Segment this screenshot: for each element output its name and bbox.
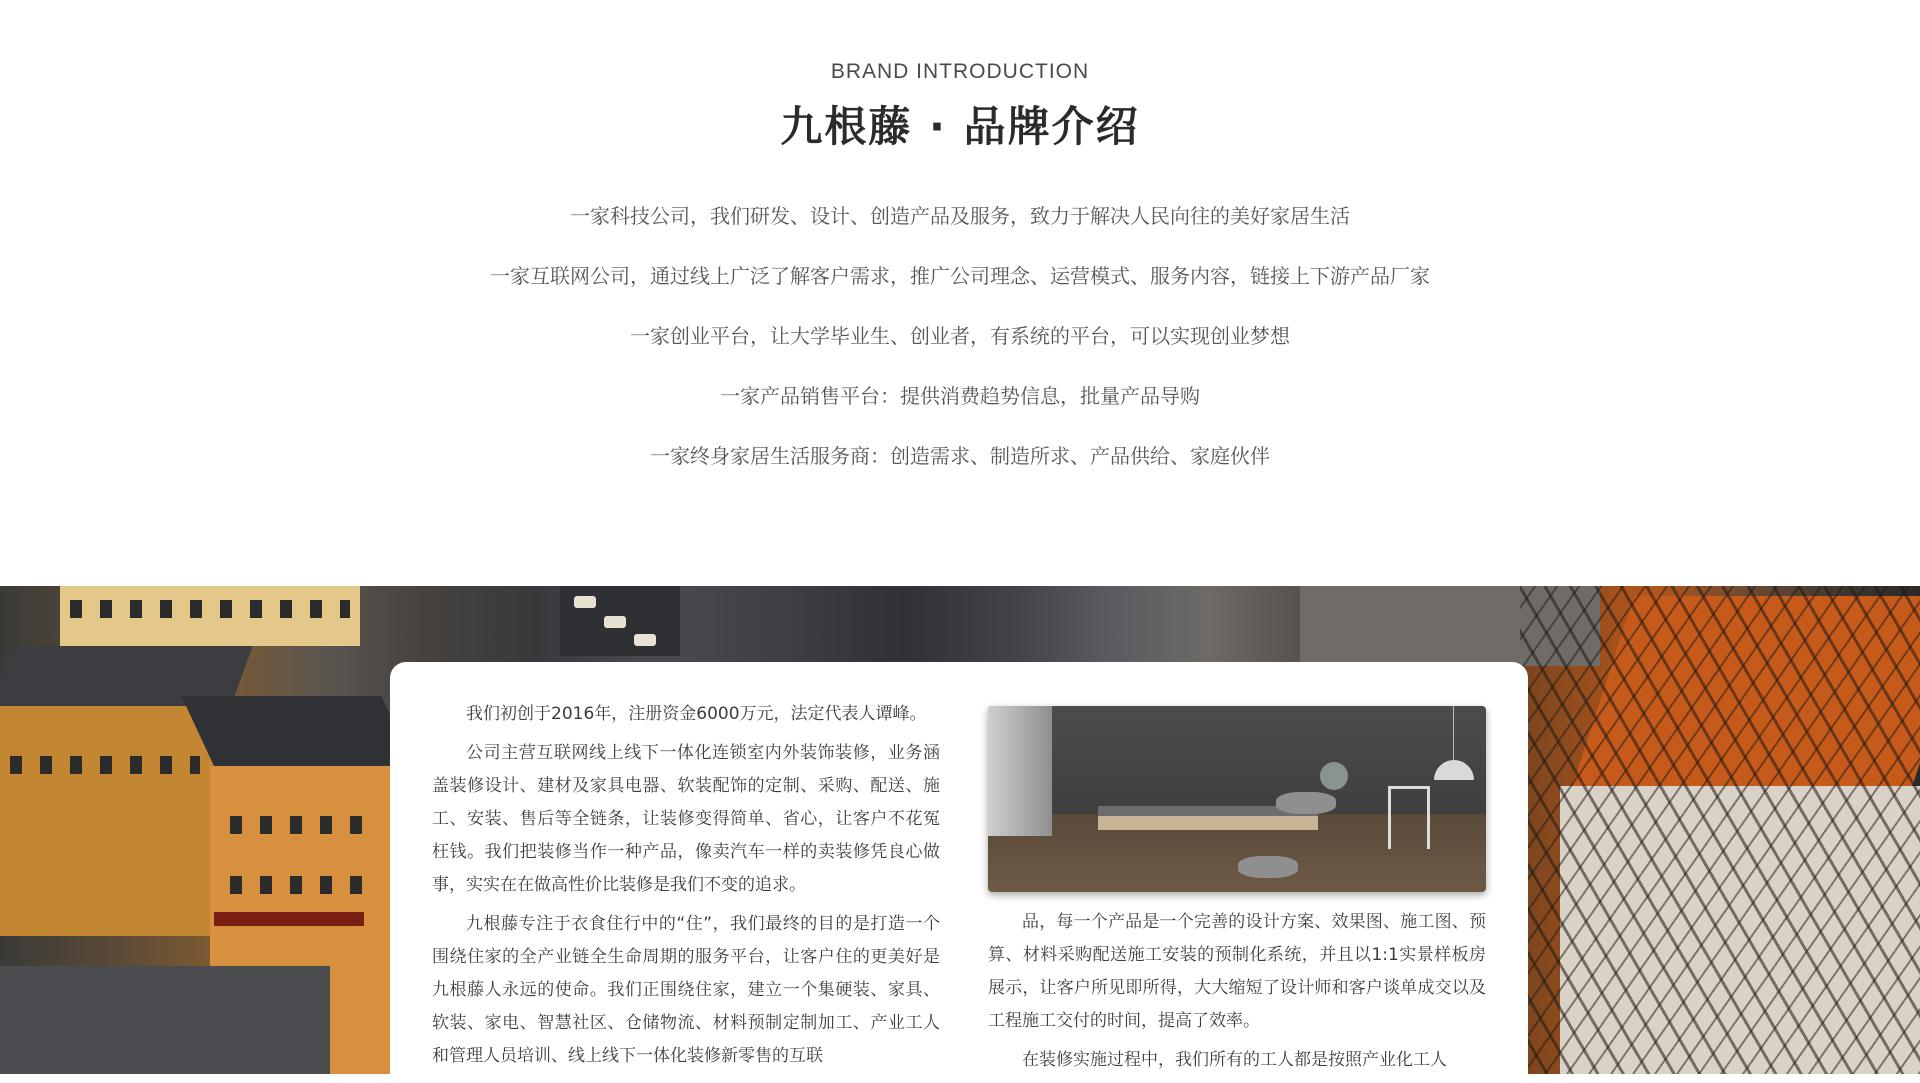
bare-tree (1520, 586, 1920, 1074)
roof (181, 696, 418, 776)
street (560, 586, 680, 656)
car (574, 596, 596, 608)
window-light (988, 706, 1052, 836)
window-row (230, 816, 370, 834)
lamp-cord (1453, 706, 1454, 760)
intro-line: 一家互联网公司，通过线上广泛了解客户需求，推广公司理念、运营模式、服务内容，链接上下游产品厂家 (490, 264, 1430, 288)
pendant-lamp (1434, 760, 1474, 780)
intro-line: 一家创业平台，让大学毕业生、创业者，有系统的平台，可以实现创业梦想 (630, 324, 1290, 348)
daybed-frame (1098, 816, 1318, 830)
cushion (1276, 792, 1336, 814)
window-row (70, 600, 350, 618)
intro-line: 一家产品销售平台：提供消费趋势信息，批量产品导购 (720, 384, 1200, 408)
intro-line: 一家终身家居生活服务商：创造需求、制造所求、产品供给、家庭伙伴 (650, 444, 1270, 468)
story-paragraph: 品，每一个产品是一个完善的设计方案、效果图、施工图、预算、材料采购配送施工安装的预制化系统，并且以1:1实景样板房展示，让客户所见即所得，大大缩短了设计师和客户谈单成交以及工程施工交付的时间，提高了效率。 (988, 912, 1486, 1031)
intro-line: 一家科技公司，我们研发、设计、创造产品及服务，致力于解决人民向往的美好家居生活 (570, 204, 1350, 228)
car (634, 634, 656, 646)
story-paragraph: 九根藤专注于衣食住行中的“住”，我们最终的目的是打造一个围绕住家的全产业链全生命周期的服务平台，让客户住的更美好是九根藤人永远的使命。我们正围绕住家，建立一个集硬装、家具、软装、家电、智慧社区、仓储物流、材料预制定制加工、产业工人和管理人员培训、线上线下一体化装修新零售的互联 (432, 914, 940, 1066)
intro-lines (0, 198, 1920, 498)
story-right-column (988, 706, 1486, 1083)
cushion (1238, 856, 1298, 878)
building-facade (0, 706, 215, 936)
story-card (390, 662, 1528, 1074)
road (0, 966, 330, 1074)
story-left-column (432, 698, 940, 1079)
story-paragraph: 在装修实施过程中，我们所有的工人都是按照产业化工人 (1022, 1050, 1447, 1070)
chair (1388, 786, 1430, 849)
window-row (230, 876, 370, 894)
wall-clock (1320, 762, 1348, 790)
section-eyebrow: BRAND INTRODUCTION (830, 60, 1090, 83)
interior-showcase-image (988, 706, 1486, 892)
story-paragraph: 我们初创于2016年，注册资金6000万元，法定代表人谭峰。 (466, 704, 927, 724)
section-title: 九根藤 · 品牌介绍 (780, 102, 1140, 151)
story-paragraph: 公司主营互联网线上线下一体化连锁室内外装饰装修，业务涵盖装修设计、建材及家具电器、软装配饰的定制、采购、配送、施工、安装、售后等全链条，让装修变得简单、省心，让客户不花冤枉钱。我们把装修当作一种产品，像卖汽车一样的卖装修凭良心做事，实实在在做高性价比装修是我们不变的追求。 (432, 743, 940, 895)
window-row (10, 756, 200, 774)
shop-sign (214, 912, 364, 926)
car (604, 616, 626, 628)
